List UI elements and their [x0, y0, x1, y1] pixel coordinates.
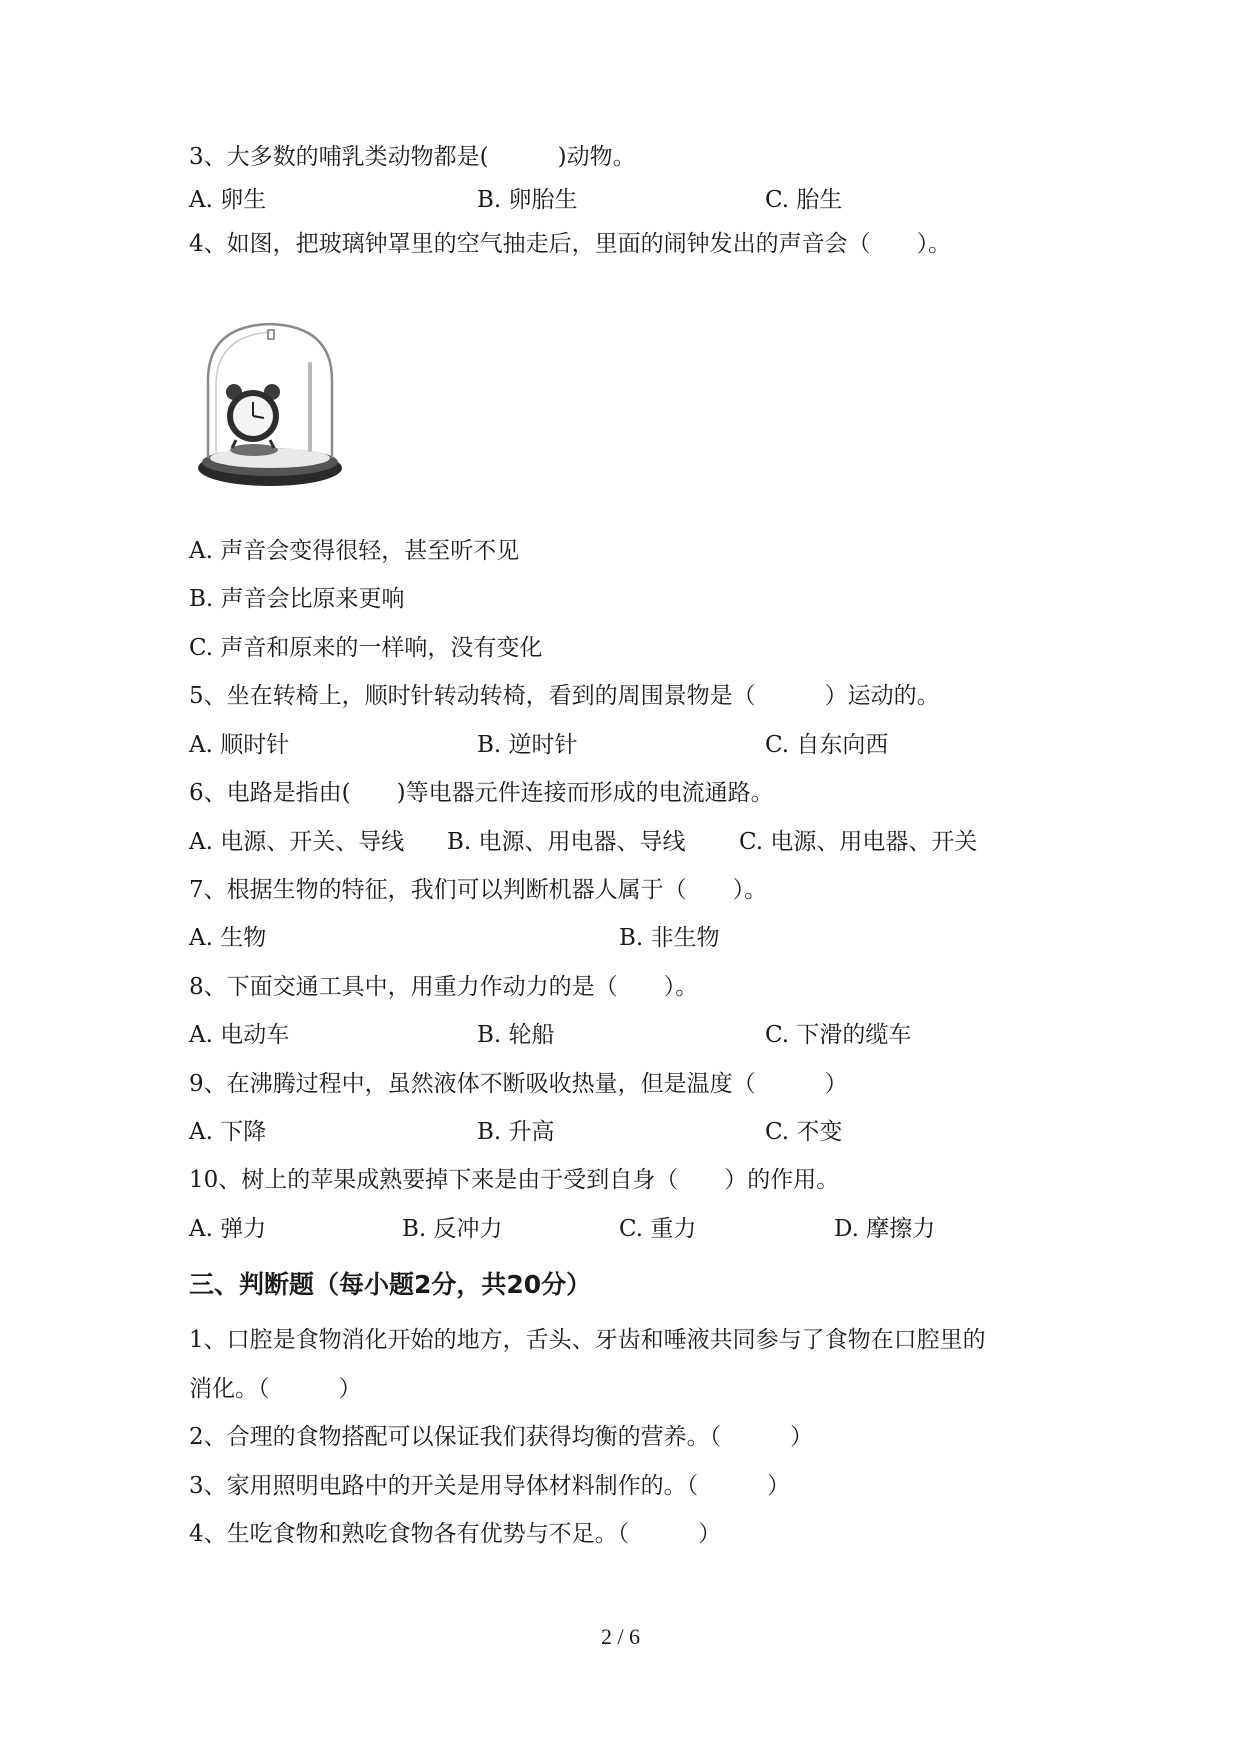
option-c: C. 电源、用电器、开关: [739, 829, 978, 855]
question-5-options: [189, 729, 1141, 761]
question-4-option-a: A. 声音会变得很轻，甚至听不见: [189, 538, 520, 564]
option-a: A. 电动车: [189, 1022, 290, 1048]
option-c: C. 自东向西: [765, 732, 889, 758]
question-5-stem: 5、坐在转椅上，顺时针转动转椅，看到的周围景物是（ ）运动的。: [189, 683, 940, 709]
judgement-item-4: 4、生吃食物和熟吃食物各有优势与不足。（ ）: [189, 1521, 722, 1547]
judgement-item-1: 1、口腔是食物消化开始的地方，舌头、牙齿和唾液共同参与了食物在口腔里的: [189, 1327, 986, 1353]
section-3-heading: 三、判断题（每小题2分，共20分）: [189, 1270, 592, 1299]
option-a: A. 电源、开关、导线: [189, 829, 405, 855]
question-8-stem: 8、下面交通工具中，用重力作动力的是（ ）。: [189, 974, 699, 1000]
option-a: A. 下降: [189, 1119, 267, 1145]
option-a: A. 顺时针: [189, 732, 290, 758]
option-d: D. 摩擦力: [834, 1216, 936, 1242]
option-a: A. 卵生: [189, 187, 267, 213]
question-3-options: [189, 184, 1141, 216]
judgement-item-3: 3、家用照明电路中的开关是用导体材料制作的。（ ）: [189, 1473, 791, 1499]
option-a: A. 弹力: [189, 1216, 267, 1242]
question-9-options: [189, 1116, 1141, 1148]
question-8-options: [189, 1019, 1141, 1051]
option-c: C. 重力: [619, 1216, 697, 1242]
option-b: B. 升高: [477, 1119, 555, 1145]
option-b: B. 卵胎生: [477, 187, 578, 213]
option-b: B. 反冲力: [402, 1216, 503, 1242]
option-c: C. 不变: [765, 1119, 843, 1145]
option-c: C. 下滑的缆车: [765, 1022, 912, 1048]
page-number: 2 / 6: [600, 1624, 641, 1649]
option-b: B. 逆时针: [477, 732, 578, 758]
option-b: B. 轮船: [477, 1022, 555, 1048]
bell-jar-alarm-clock-figure: [192, 318, 352, 498]
question-6-options: [189, 826, 1141, 858]
option-b: B. 电源、用电器、导线: [447, 829, 686, 855]
judgement-item-1-cont: 消化。（ ）: [189, 1376, 362, 1402]
question-7-options: [189, 922, 1141, 954]
question-10-options: [189, 1213, 1141, 1245]
question-9-stem: 9、在沸腾过程中，虽然液体不断吸收热量，但是温度（ ）: [189, 1071, 848, 1097]
option-b: B. 非生物: [619, 925, 720, 951]
question-3-stem: 3、大多数的哺乳类动物都是( )动物。: [189, 144, 636, 170]
option-a: A. 生物: [189, 925, 267, 951]
question-10-stem: 10、树上的苹果成熟要掉下来是由于受到自身（ ）的作用。: [189, 1167, 840, 1193]
option-c: C. 胎生: [765, 187, 843, 213]
question-4-stem: 4、如图，把玻璃钟罩里的空气抽走后，里面的闹钟发出的声音会（ ）。: [189, 231, 952, 257]
judgement-item-2: 2、合理的食物搭配可以保证我们获得均衡的营养。（ ）: [189, 1424, 814, 1450]
question-6-stem: 6、电路是指由( )等电器元件连接而形成的电流通路。: [189, 780, 774, 806]
question-7-stem: 7、根据生物的特征，我们可以判断机器人属于（ ）。: [189, 877, 768, 903]
question-4-option-b: B. 声音会比原来更响: [189, 586, 405, 612]
question-4-option-c: C. 声音和原来的一样响，没有变化: [189, 635, 543, 661]
